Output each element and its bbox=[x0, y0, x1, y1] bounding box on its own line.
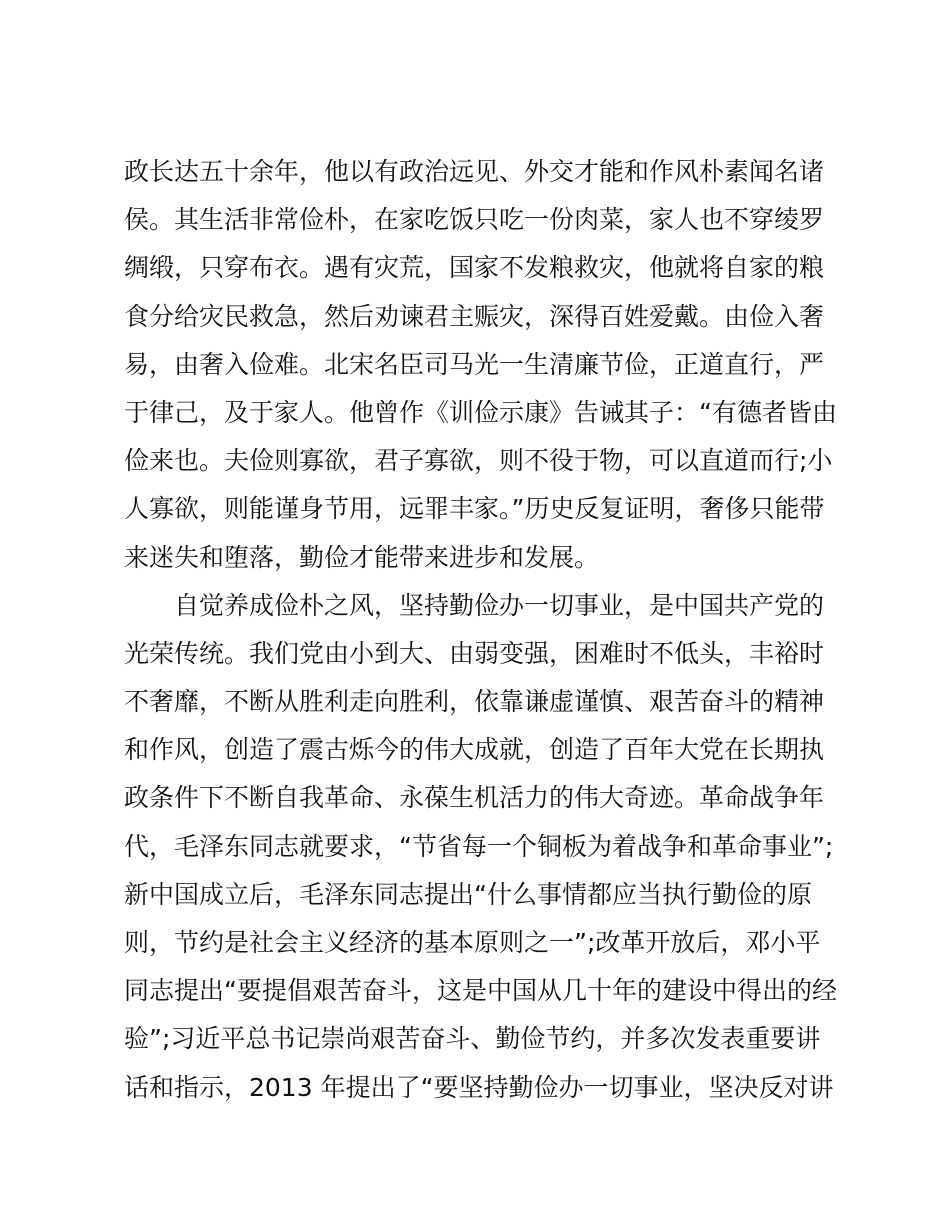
text-line: 侯。其生活非常俭朴，在家吃饭只吃一份肉菜，家人也不穿绫罗 bbox=[124, 205, 825, 235]
text-line: 自觉养成俭朴之风，坚持勤俭办一切事业，是中国共产党的 bbox=[174, 590, 825, 620]
paragraph-2 bbox=[124, 582, 836, 1112]
text-line: 不奢靡，不断从胜利走向胜利，依靠谦虚谨慎、艰苦奋斗的精神 bbox=[124, 687, 825, 717]
text-line: 易，由奢入俭难。北宋名臣司马光一生清廉节俭，正道直行，严 bbox=[124, 349, 825, 379]
text-line: 于律己，及于家人。他曾作《训俭示康》告诫其子：“有德者皆由 bbox=[124, 397, 837, 427]
text-line: 同志提出“要提倡艰苦奋斗，这是中国从几十年的建设中得出的经 bbox=[124, 976, 837, 1006]
text-line: 政条件下不断自我革命、永葆生机活力的伟大奇迹。革命战争年 bbox=[124, 783, 825, 813]
text-line: 话和指示，2013 年提出了“要坚持勤俭办一切事业，坚决反对讲 bbox=[124, 1072, 834, 1102]
paragraph-1 bbox=[124, 148, 836, 582]
text-line: 和作风，创造了震古烁今的伟大成就，创造了百年大党在长期执 bbox=[124, 735, 825, 765]
text-line: 人寡欲，则能谨身节用，远罪丰家。”历史反复证明，奢侈只能带 bbox=[124, 494, 825, 524]
text-line: 则，节约是社会主义经济的基本原则之一”;改革开放后，邓小平 bbox=[124, 928, 821, 957]
document-body bbox=[124, 148, 836, 1112]
text-line: 俭来也。夫俭则寡欲，君子寡欲，则不役于物，可以直道而行;小 bbox=[124, 446, 833, 476]
text-line: 验”;习近平总书记崇尚艰苦奋斗、勤俭节约，并多次发表重要讲 bbox=[124, 1024, 821, 1054]
text-line: 代，毛泽东同志就要求，“节省每一个铜板为着战争和革命事业”; bbox=[124, 831, 834, 861]
text-line: 绸缎，只穿布衣。遇有灾荒，国家不发粮救灾，他就将自家的粮 bbox=[124, 253, 825, 283]
text-line: 光荣传统。我们党由小到大、由弱变强，困难时不低头，丰裕时 bbox=[124, 638, 825, 668]
text-line: 新中国成立后，毛泽东同志提出“什么事情都应当执行勤俭的原 bbox=[124, 879, 812, 909]
text-line: 食分给灾民救急，然后劝谏君主赈灾，深得百姓爱戴。由俭入奢 bbox=[124, 301, 825, 331]
text-line: 来迷失和堕落，勤俭才能带来进步和发展。 bbox=[124, 542, 600, 572]
text-line: 政长达五十余年，他以有政治远见、外交才能和作风朴素闻名诸 bbox=[124, 157, 825, 186]
